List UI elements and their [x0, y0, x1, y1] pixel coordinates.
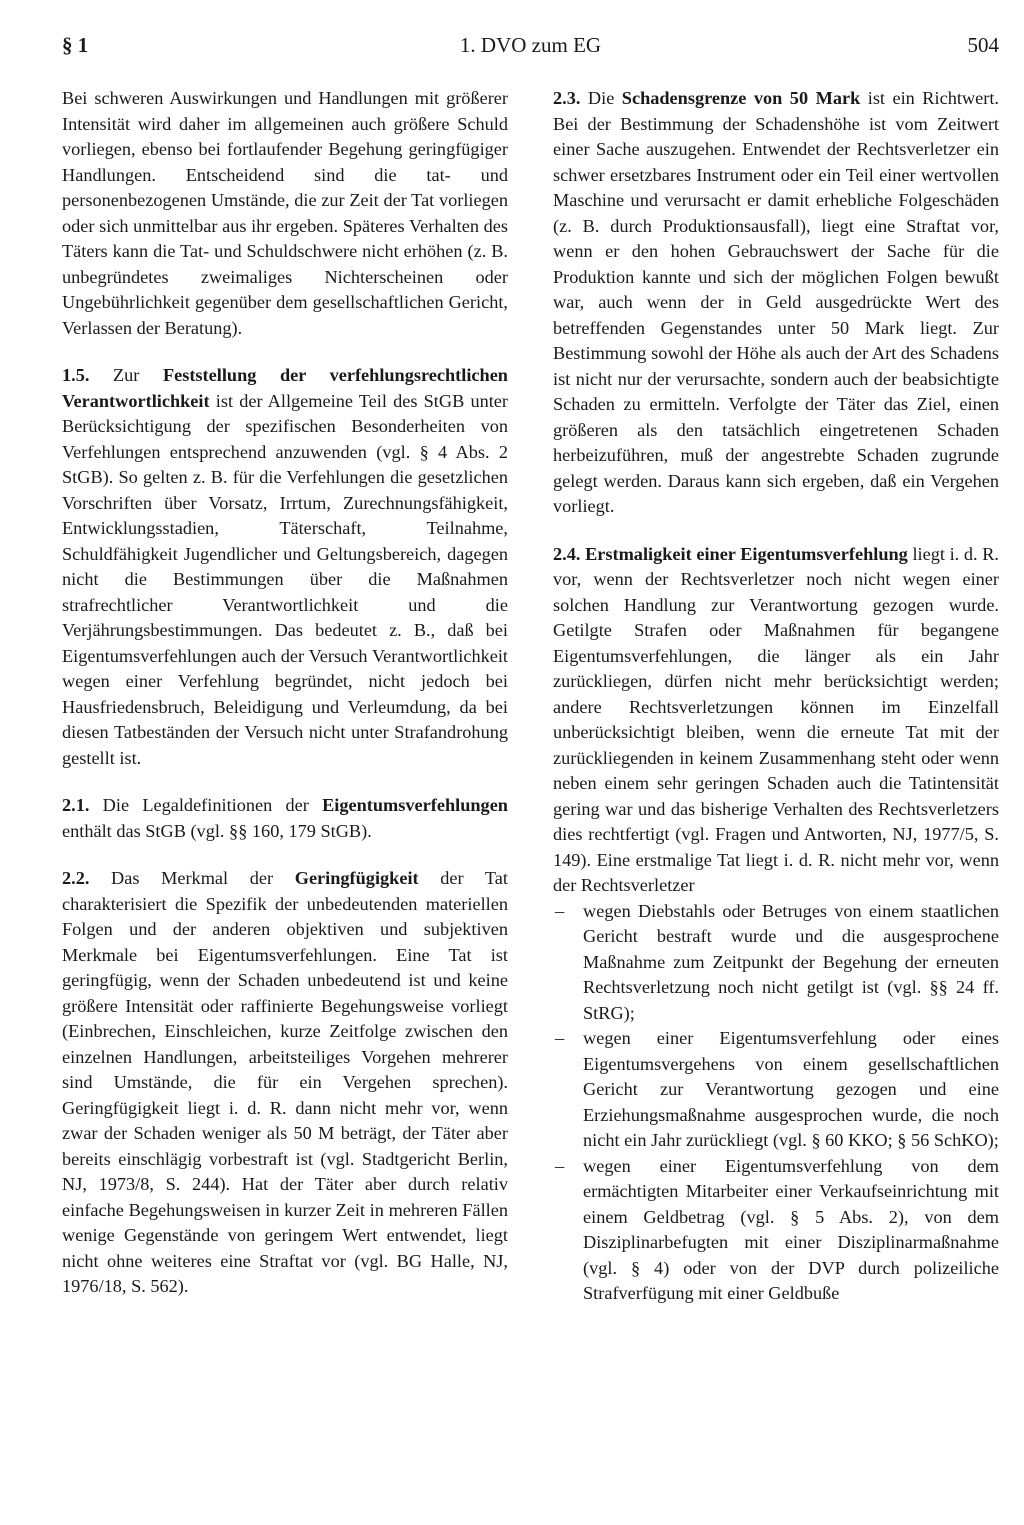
section-heading: Feststellung der verfehlungsrechtlichen Verantwortlichkeit [62, 365, 508, 411]
section-number: 2.4. [553, 543, 581, 564]
section-heading: Eigentumsverfehlungen [322, 795, 508, 815]
section-heading: Erstmaligkeit einer Eigentumsverfehlung [585, 543, 908, 564]
paragraph-2-2: 2.2. Das Merkmal der Geringfügigkeit der Tat charakterisiert die Spezifik der unbedeutenden materiellen Folgen und der anderen objektiven und subjektiven Merkmale bei Eigentumsverfehlungen. Eine Tat ist geringfügig, wenn der Schaden unbedeutend ist und keine größere Intensität oder raffinierte Begehungsweise vorliegt (Einbrechen, Einschleichen, kurze Zeitfolge zwischen den einzelnen Handlungen, arbeitsteiliges Vorgehen mehrerer sind Umstände, die für ein Vergehen sprechen). Geringfügigkeit liegt i. d. R. dann nicht mehr vor, wenn zwar der Schaden weniger als 50 M beträgt, der Täter aber bereits einschlägig vorbestraft ist (vgl. Stadtgericht Berlin, NJ, 1973/8, S. 244). Hat der Täter aber durch relativ einfache Begehungsweisen in kurzer Zeit in mehreren Fällen wenige Gegenstände von geringem Wert entwendet, liegt nicht ohne weiteres eine Straftat vor (vgl. BG Halle, NJ, 1976/18, S. 562). [62, 868, 508, 1296]
page-header [62, 28, 999, 62]
paragraph-2-4: 2.4. Erstmaligkeit einer Eigentumsverfehlung liegt i. d. R. vor, wenn der Rechtsverletzer noch nicht wegen einer solchen Handlung zur Verantwortung gezogen wurde. Getilgte Strafen oder Maßnahmen für begangene Eigentumsverfehlungen, die länger als ein Jahr zurückliegen, dürfen nicht mehr berücksichtigt werden; andere Rechtsverletzungen können im Einzelfall unberücksichtigt bleiben, wenn die erneute Tat mit der zurückliegenden in keinem Zusammenhang steht oder wenn neben einem sehr geringen Schaden auch die Tatintensität gering war und das bisherige Verhalten des Rechtsverletzers dies rechtfertigt (vgl. Fragen und Antworten, NJ, 1977/5, S. 149). Eine erstmalige Tat liegt i. d. R. nicht mehr vor, wenn der Rechtsverletzer [553, 543, 999, 895]
list-item: – wegen Diebstahls oder Betruges von einem staatlichen Gericht bestraft wurde und die ausgesprochene Maßnahme zum Zeitpunkt der Begehung der erneuten Rechtsverletzung noch nicht getilgt ist (vgl. §§ 24 ff. StRG); [555, 900, 999, 1023]
section-number: 2.3. [553, 88, 581, 108]
dash-marker: – [555, 1028, 565, 1048]
page-number: 504 [967, 33, 999, 57]
list-item: – wegen einer Eigentumsverfehlung oder eines Eigentumsvergehens von einem gesellschaftlichen Gericht zur Verantwortung gezogen und eine Erziehungsmaßnahme ausgesprochen wurde, die noch nicht ein Jahr zurückliegt (vgl. § 60 KKO; § 56 SchKO); [555, 1028, 999, 1150]
paragraph-1-5: 1.5. Zur Feststellung der verfehlungsrechtlichen Verantwortlichkeit ist der Allgemeine Teil des StGB unter Berücksichtigung der spezifischen Besonderheiten von Verfehlungen entsprechend anzuwenden (vgl. § 4 Abs. 2 StGB). So gelten z. B. für die Verfehlungen die gesetzlichen Vorschriften über Vorsatz, Irrtum, Zurechnungsfähigkeit, Entwicklungsstadien, Täterschaft, Teilnahme, Schuldfähigkeit Jugendlicher und Geltungsbereich, dagegen nicht die Bestimmungen über die Maßnahmen strafrechtlicher Verantwortlichkeit und die Verjährungsbestimmungen. Das bedeutet z. B., daß bei Eigentumsverfehlungen auch der Versuch Verantwortlichkeit wegen einer Verfehlung begründet, nicht jedoch bei Hausfriedensbruch, Beleidigung und Verleumdung, da bei diesen Tatbeständen der Versuch nicht unter Strafandrohung gestellt ist. [62, 365, 509, 768]
left-column [62, 86, 508, 1300]
right-column [553, 86, 999, 1307]
dash-marker: – [555, 900, 565, 921]
running-title: 1. DVO zum EG [459, 33, 602, 57]
section-marker: § 1 [62, 33, 89, 57]
dash-marker: – [555, 1155, 565, 1176]
paragraph-intro: Bei schweren Auswirkungen und Handlungen mit größerer Intensität wird daher im allgemeinen auch größere Schuld vorliegen, ebenso bei fortlaufender Begehung geringfügiger Handlungen. Entscheidend sind die tat- und personenbezogenen Umstände, die zur Zeit der Tat vorliegen oder sich unmittelbar aus ihr ergeben. Späteres Verhalten des Täters kann die Tat- und Schuldschwere nicht erhöhen (z. B. unbegründetes zweimaliges Nichterscheinen oder Ungebührlichkeit gegenüber dem gesellschaftlichen Gericht, Verlassen der Beratung). [62, 88, 508, 338]
paragraph-2-3: 2.3. Die Schadensgrenze von 50 Mark ist ein Richtwert. Bei der Bestimmung der Schadenshöhe ist vom Zeitwert einer Sache auszugehen. Entwendet der Rechtsverletzer ein schwer ersetzbares Instrument oder ein Teil einer wertvollen Maschine und verursacht er damit erhebliche Folgeschäden (z. B. durch Produktionsausfall), liegt eine Straftat vor, wenn er den hohen Gebrauchswert der Sache für die Produktion kannte und sich der möglichen Folgen bewußt war, auch wenn der in Geld ausgedrückte Wert des betreffenden Gegenstandes unter 50 Mark liegt. Zur Bestimmung sowohl der Höhe als auch der Art des Schadens ist nicht nur der verursachte, sondern auch der beabsichtigte Schaden zu ermitteln. Verfolgte der Täter das Ziel, einen größeren als den tatsächlich eingetretenen Schaden herbeizuführen, muß der angestrebte Schaden zugrunde gelegt werden. Daraus kann sich ergeben, daß ein Vergehen vorliegt. [553, 88, 999, 516]
section-heading: Geringfügigkeit [294, 868, 419, 888]
section-heading: Schadensgrenze von 50 Mark [621, 88, 861, 108]
section-number: 2.2. [62, 868, 90, 888]
section-number: 1.5. [62, 365, 90, 385]
list-item: – wegen einer Eigentumsverfehlung von dem ermächtigten Mitarbeiter einer Verkaufseinrichtung mit einem Geldbetrag (vgl. § 5 Abs. 2), von dem Disziplinarbefugten mit einer Disziplinarmaßnahme (vgl. § 4) oder von der DVP durch polizeiliche Strafverfügung mit einer Geldbuße [555, 1155, 999, 1303]
paragraph-2-1: 2.1. Die Legaldefinitionen der Eigentumsverfehlungen enthält das StGB (vgl. §§ 160, 179 StGB). [62, 795, 508, 841]
section-number: 2.1. [62, 795, 90, 815]
